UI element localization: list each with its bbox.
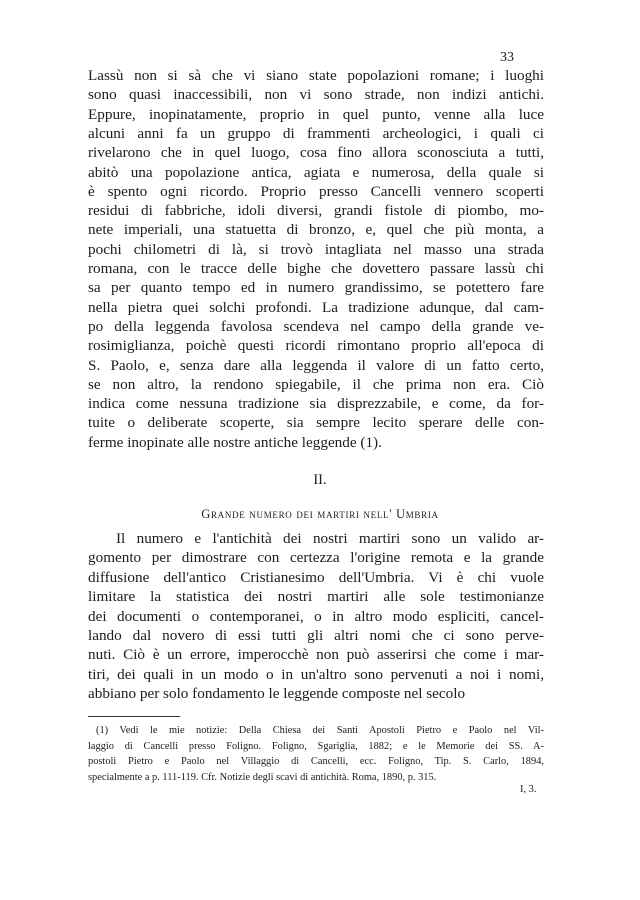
text-line: alcuni anni fa un gruppo di frammenti archeologici, i quali ci: [88, 124, 544, 142]
text-line: se non altro, la rendono spiegabile, il che prima non era. Ciò: [88, 375, 544, 393]
footnote-line: (1) Vedi le mie notizie: Della Chiesa dei Santi Apostoli Pietro e Paolo nel Vil-: [96, 725, 544, 736]
text-line: Eppure, inopinatamente, proprio in quel punto, venne alla luce: [88, 105, 544, 123]
text-line: Il numero e l'antichità dei nostri martiri sono un valido ar-: [116, 530, 544, 547]
text-line: po della leggenda favolosa scendeva nel campo della grande ve-: [88, 317, 544, 335]
text-line: limitare la statistica dei nostri martiri alle sole testimonianze: [88, 588, 544, 606]
text-line: tiri, dei quali in un modo o in un'altro sono pervenuti a noi i nomi,: [88, 665, 544, 683]
text-line: dei documenti o contemporanei, o in altro modo espliciti, cancel-: [88, 607, 544, 625]
text-line: nella pietra quei solchi profondi. La tradizione adunque, dal cam-: [88, 298, 544, 316]
text-line: sa per quanto tempo ed in numero grandissimo, se potettero fare: [88, 279, 544, 297]
text-line: ferme inopinate alle nostre antiche leggende (1).: [88, 433, 382, 451]
text-line: sono quasi inaccessibili, non vi sono strade, non indizi antichi.: [88, 86, 544, 104]
text-line: rosimiglianza, poichè questi ricordi rimontano proprio all'epoca di: [88, 337, 544, 355]
text-line: residui di fabbriche, idoli diversi, grandi fistole di piombo, mo-: [88, 202, 544, 220]
text-line: S. Paolo, e, senza dare alla leggenda il valore di un fatto certo,: [88, 356, 544, 374]
text-line: pochi chilometri di là, si trovò intagliata nel masso una strada: [88, 240, 544, 258]
text-line: Lassù non si sà che vi siano state popolazioni romane; i luoghi: [88, 67, 544, 84]
text-line: indica come nessuna tradizione sia disprezzabile, e come, da for-: [88, 395, 544, 413]
signature-mark: I, 3.: [520, 784, 537, 795]
footnote-rule: [88, 716, 180, 717]
footnote-line: specialmente a p. 111-119. Cfr. Notizie degli scavi di antichità. Roma, 1890, p. 315.: [88, 771, 437, 783]
text-line: diffusione dell'antico Cristianesimo dell'Umbria. Vi è chi vuole: [88, 568, 544, 586]
page-number: 33: [500, 50, 514, 65]
text-line: lando dal novero di essi tutti gli altri nomi che ci sono perve-: [88, 627, 544, 644]
text-line: abbiano per solo fondamento le leggende composte nel secolo: [88, 685, 466, 703]
section-heading: Grande numero dei martiri nell' Umbria: [201, 507, 439, 521]
section-number: II.: [313, 472, 327, 488]
footnote-line: postoli Pietro e Paolo nel Villaggio di Cancelli, ecc. Foligno, Tip. S. Carlo, 1894,: [88, 756, 544, 767]
text-line: rivelarono che in quel luogo, cosa fino allora sconosciuta a tutti,: [88, 144, 544, 162]
text-line: nete imperiali, una statuetta di bronzo, e, quel che più monta, a: [88, 221, 544, 239]
text-line: tuite o deliberate scoperte, sia sempre lecito sperare delle con-: [88, 414, 544, 432]
text-line: nuti. Ciò è un errore, imperocchè non può asserirsi che come i mar-: [88, 646, 544, 664]
text-line: gomento per dimostrare con certezza l'origine remota e la grande: [88, 549, 544, 567]
text-line: romana, con le tracce delle bighe che dovettero passare lassù chi: [88, 260, 544, 277]
text-line: è spento ogni ricordo. Proprio presso Cancelli vennero scoperti: [88, 182, 544, 200]
footnote-line: laggio di Cancelli presso Foligno. Foligno, Sgariglia, 1882; e le Memorie dei SS. A-: [88, 740, 544, 752]
text-line: abitò una popolazione antica, agiata e numerosa, della quale si: [88, 163, 544, 181]
